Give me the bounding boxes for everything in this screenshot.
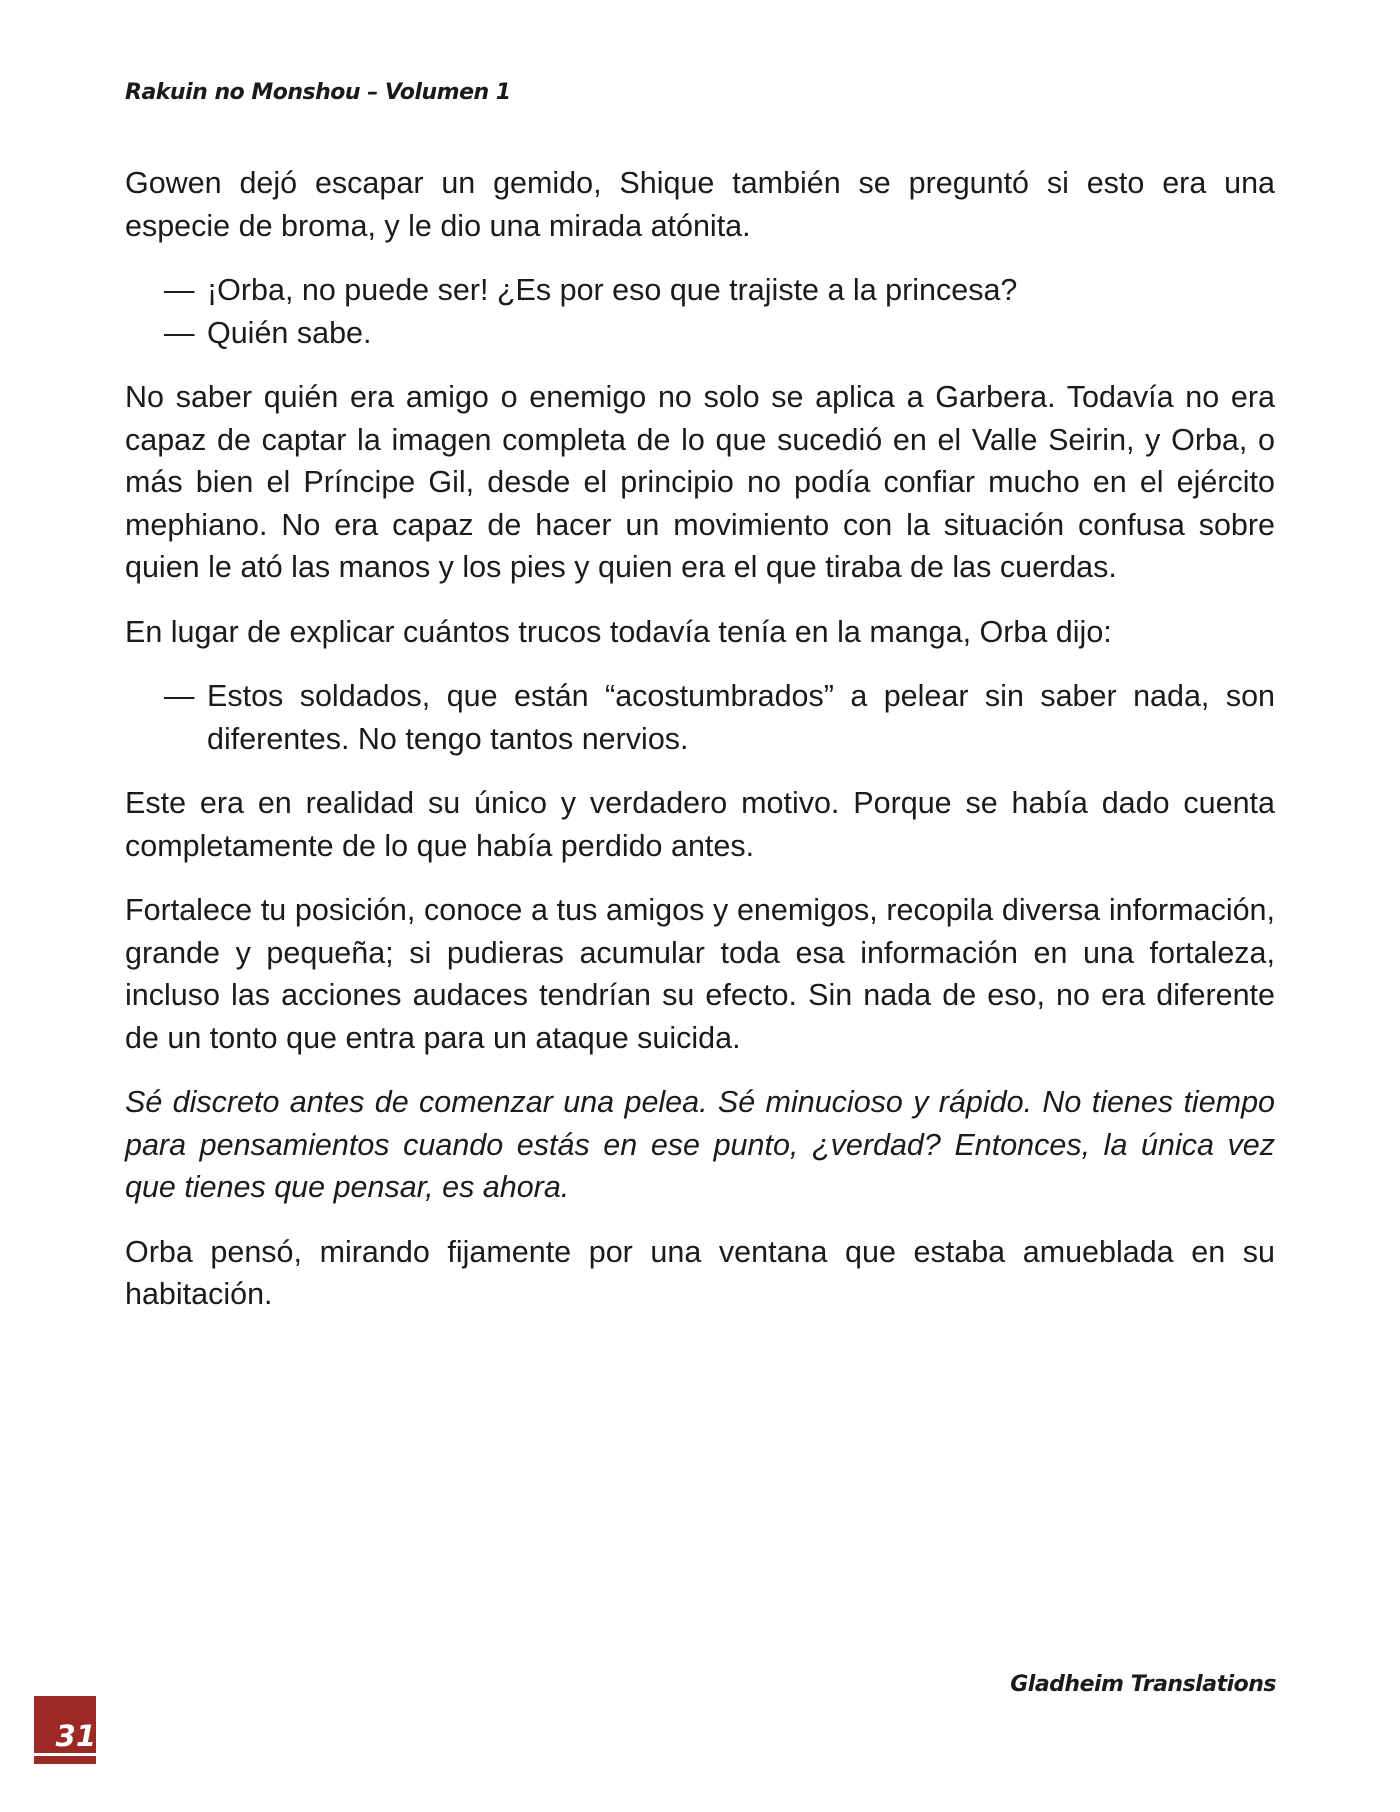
running-header-title: Rakuin no Monshou – Volumen 1	[125, 80, 511, 105]
footer-credit: Gladheim Translations	[1010, 1672, 1276, 1697]
page-body	[125, 162, 1275, 1338]
paragraph: Gowen dejó escapar un gemido, Shique también se preguntó si esto era una especie de broma, y le dio una mirada atónita.	[125, 166, 1275, 243]
dialogue-text: Quién sabe.	[207, 315, 372, 350]
paragraph: En lugar de explicar cuántos trucos todavía tenía en la manga, Orba dijo:	[125, 614, 1112, 649]
em-dash: —	[164, 679, 195, 713]
dialogue-line	[125, 675, 1275, 760]
dialogue-line	[125, 269, 1275, 312]
dialogue-block	[125, 675, 1275, 760]
italic-thought-paragraph: Sé discreto antes de comenzar una pelea. Sé minucioso y rápido. No tienes tiempo para pensamientos cuando estás en ese punto, ¿verdad? Entonces, la única vez que tienes que pensar, es ahora.	[125, 1085, 1275, 1204]
page-number: 31	[55, 1719, 96, 1753]
paragraph: Orba pensó, mirando fijamente por una ventana que estaba amueblada en su habitación.	[125, 1234, 1275, 1311]
paragraph: No saber quién era amigo o enemigo no solo se aplica a Garbera. Todavía no era capaz de captar la imagen completa de lo que sucedió en el Valle Seirin, y Orba, o más bien el Príncipe Gil, desde el principio no podía confiar mucho en el ejército mephiano. No era capaz de hacer un movimiento con la situación confusa sobre quien le ató las manos y los pies y quien era el que tiraba de las cuerdas.	[125, 380, 1275, 584]
paragraph: Este era en realidad su único y verdadero motivo. Porque se había dado cuenta completamente de lo que había perdido antes.	[125, 786, 1275, 863]
em-dash: —	[164, 273, 195, 307]
dialogue-line	[125, 312, 1275, 355]
dialogue-block	[125, 269, 1275, 354]
page-number-underline	[34, 1753, 96, 1756]
dialogue-text: Estos soldados, que están “acostumbrados” a pelear sin saber nada, son diferentes. No tengo tantos nervios.	[207, 679, 1275, 756]
paragraph: Fortalece tu posición, conoce a tus amigos y enemigos, recopila diversa información, grande y pequeña; si pudieras acumular toda esa información en una fortaleza, incluso las acciones audaces tendrían su efecto. Sin nada de eso, no era diferente de un tonto que entra para un ataque suicida.	[125, 893, 1275, 1055]
em-dash: —	[164, 315, 195, 350]
dialogue-text: ¡Orba, no puede ser! ¿Es por eso que trajiste a la princesa?	[207, 273, 1018, 307]
